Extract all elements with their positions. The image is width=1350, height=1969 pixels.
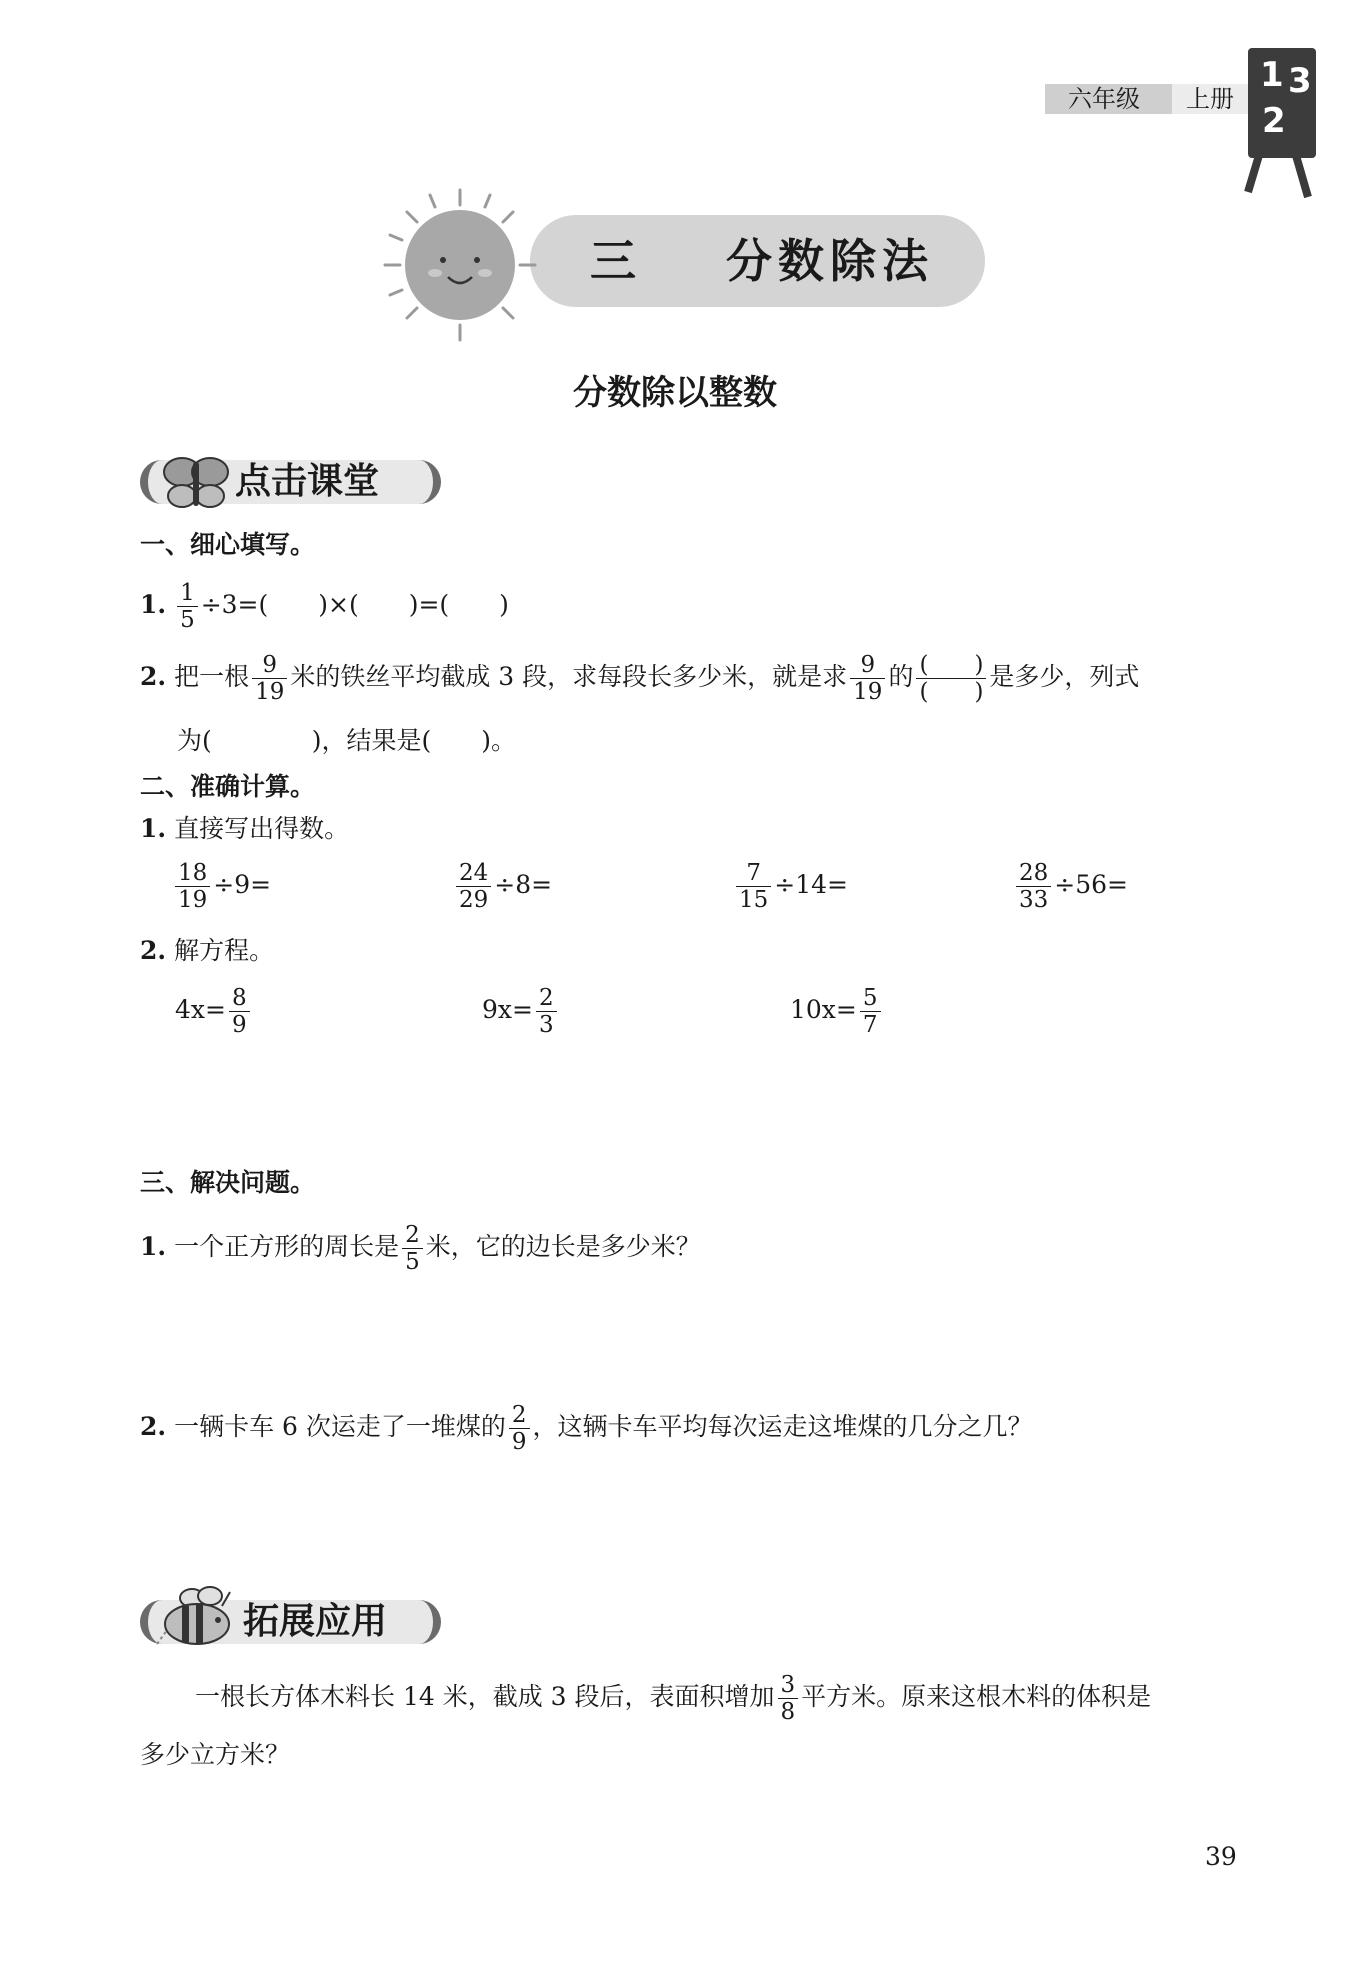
equation-lhs: 10x= — [790, 995, 857, 1024]
part1-question-2 — [140, 652, 1139, 705]
logo-digit-3: 2 — [1262, 101, 1286, 141]
denominator: 29 — [459, 887, 489, 913]
fraction — [736, 860, 771, 913]
calc-item-1 — [172, 860, 271, 913]
numerator: 2 — [509, 1402, 530, 1429]
fraction — [456, 860, 491, 913]
calc-item-2 — [453, 860, 552, 913]
sun-icon — [380, 185, 540, 345]
denominator: 19 — [178, 887, 208, 913]
part1-heading: 一、细心填写。 — [140, 530, 316, 559]
fraction — [252, 652, 287, 705]
bee-icon — [152, 1586, 237, 1650]
easel-leg-right — [1295, 152, 1308, 197]
volume-label: 上册 — [1186, 85, 1234, 113]
question-text: 米，它的边长是多少米？ — [425, 1232, 701, 1261]
part3-heading: 三、解决问题。 — [140, 1168, 316, 1197]
fraction — [1016, 860, 1051, 913]
calc-item-4 — [1013, 860, 1128, 913]
numerator: 24 — [456, 860, 491, 887]
fraction — [850, 652, 885, 705]
logo-digit-2: 3 — [1288, 61, 1312, 101]
numerator: 9 — [252, 652, 287, 679]
denominator: 19 — [255, 679, 285, 705]
chapter-name: 分数除法 — [726, 234, 935, 288]
question-text: ÷3=( )×( )=( ) — [200, 590, 509, 619]
equation-lhs: 9x= — [482, 995, 533, 1024]
fraction — [536, 985, 557, 1038]
equation-2 — [482, 985, 560, 1038]
numerator: 8 — [229, 985, 250, 1012]
question-number: 1. — [140, 1232, 167, 1261]
fraction — [402, 1222, 423, 1275]
question-text: ，这辆卡车平均每次运走这堆煤的几分之几？ — [532, 1412, 1033, 1441]
blank-numerator: ( ) — [916, 652, 986, 679]
denominator: 8 — [780, 1699, 796, 1725]
part2-question-2 — [140, 934, 274, 968]
question-number: 1. — [140, 590, 167, 619]
numerator: 28 — [1016, 860, 1051, 887]
fraction — [860, 985, 881, 1038]
section-badge-extend-label: 拓展应用 — [243, 1601, 388, 1642]
logo-digit-1: 1 — [1260, 55, 1284, 95]
question-text: 把一根 — [174, 662, 250, 691]
part3-question-1 — [140, 1222, 701, 1275]
operation: ÷56= — [1054, 870, 1128, 899]
denominator: 7 — [862, 1012, 878, 1038]
fraction — [778, 1672, 799, 1725]
part2-question-1 — [140, 812, 349, 846]
equation-3 — [790, 985, 884, 1038]
numerator: 2 — [536, 985, 557, 1012]
grade-label: 六年级 — [1068, 85, 1140, 113]
denominator: 5 — [405, 1249, 420, 1275]
denominator: 3 — [538, 1012, 554, 1038]
page-number: 39 — [1205, 1842, 1237, 1871]
extend-question — [195, 1672, 1151, 1725]
question-number: 2. — [140, 936, 167, 965]
chapter-number: 三 — [590, 234, 642, 288]
question-text: 一个正方形的周长是 — [174, 1232, 400, 1261]
numerator: 9 — [850, 652, 885, 679]
denominator: 9 — [231, 1012, 247, 1038]
butterfly-icon — [160, 452, 232, 512]
question-text: 直接写出得数。 — [174, 814, 350, 843]
section-badge-click-label: 点击课堂 — [235, 461, 380, 502]
denominator: 15 — [739, 887, 769, 913]
question-text: 一辆卡车 6 次运走了一堆煤的 — [174, 1412, 506, 1441]
fraction — [229, 985, 250, 1038]
numerator: 7 — [736, 860, 771, 887]
blank-denominator: ( ) — [919, 679, 984, 705]
extend-question-line2: 多少立方米？ — [140, 1740, 291, 1769]
question-text: 米的铁丝平均截成 3 段，求每段长多少米，就是求 — [290, 662, 848, 691]
question-number: 2. — [140, 1412, 167, 1441]
calc-item-3 — [733, 860, 848, 913]
numerator: 18 — [175, 860, 210, 887]
numerator: 1 — [177, 580, 198, 607]
part1-question-2-line2: 为( )，结果是( )。 — [177, 726, 517, 755]
part1-question-1 — [140, 580, 509, 633]
part2-heading: 二、准确计算。 — [140, 772, 316, 801]
question-text: 的 — [888, 662, 914, 691]
numerator: 2 — [402, 1222, 423, 1249]
question-text: 一根长方体木料长 14 米，截成 3 段后，表面积增加 — [195, 1682, 775, 1711]
question-text: 是多少，列式 — [989, 662, 1140, 691]
equation-lhs: 4x= — [175, 995, 226, 1024]
question-text: 平方米。原来这根木料的体积是 — [801, 1682, 1152, 1711]
equation-1 — [175, 985, 253, 1038]
numerator: 3 — [778, 1672, 799, 1699]
fraction — [509, 1402, 530, 1455]
numerator: 5 — [860, 985, 881, 1012]
question-number: 1. — [140, 814, 167, 843]
denominator: 19 — [853, 679, 883, 705]
operation: ÷14= — [774, 870, 848, 899]
denominator: 33 — [1019, 887, 1049, 913]
blank-fraction[interactable] — [916, 652, 986, 705]
fraction — [175, 860, 210, 913]
denominator: 5 — [180, 607, 195, 633]
question-number: 2. — [140, 662, 167, 691]
operation: ÷8= — [494, 870, 553, 899]
part3-question-2 — [140, 1402, 1033, 1455]
chalkboard-logo — [1240, 42, 1325, 202]
chapter-title — [590, 215, 934, 307]
operation: ÷9= — [213, 870, 272, 899]
fraction — [177, 580, 198, 633]
question-text: 解方程。 — [174, 936, 275, 965]
denominator: 9 — [511, 1429, 527, 1455]
lesson-title: 分数除以整数 — [573, 373, 777, 413]
